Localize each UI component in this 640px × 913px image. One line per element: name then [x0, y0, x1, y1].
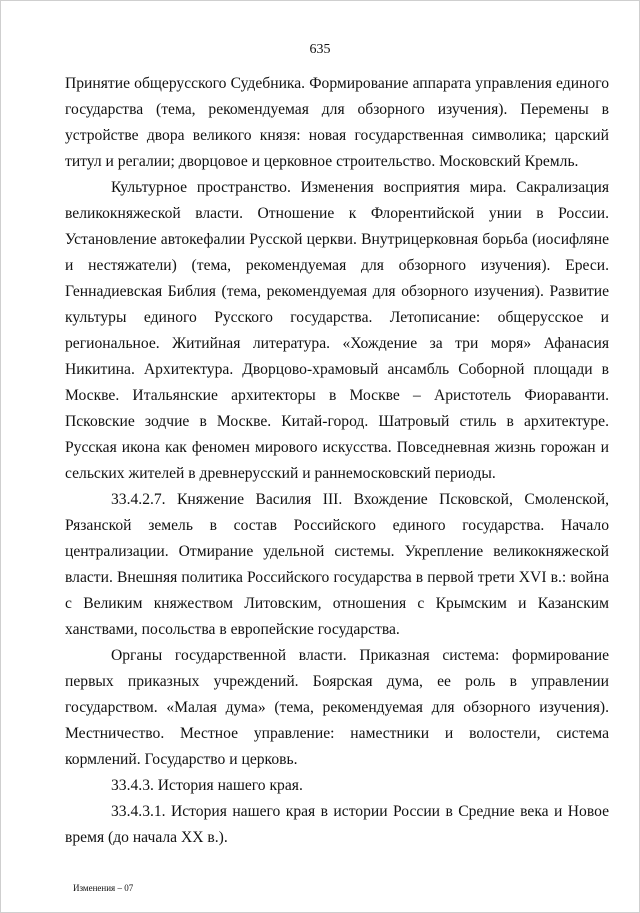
paragraph-sudebnik: Принятие общерусского Судебника. Формирование аппарата управления единого государства (тема, рекомендуемая для обзорного изучения). Перемены в устройстве двора великого князя: новая государственная символика; царский титул и регалии; дворцовое и церковное строительство. Московский Кремль.: [65, 75, 609, 170]
section-heading-local-history: 33.4.3. История нашего края.: [111, 777, 303, 794]
subsection-heading-local-history: 33.4.3.1. История нашего края в истории России в Средние века и Новое время (до начала XX в.).: [65, 803, 609, 846]
page-number: 635: [309, 42, 331, 57]
paragraph-state-organs: Органы государственной власти. Приказная система: формирование первых приказных учреждений. Боярская дума, ее роль в управлении государством. «Малая дума» (тема, рекомендуемая для обзорного изучения). Местничество. Местное управление: наместники и волостели, система кормлений. Государство и церковь.: [65, 647, 609, 768]
footer-note: Изменения – 07: [73, 883, 134, 893]
body-text: [65, 71, 609, 851]
paragraph-vasily-iii: 33.4.2.7. Княжение Василия III. Вхождение Псковской, Смоленской, Рязанской земель в состав Российского единого государства. Начало централизации. Отмирание удельной системы. Укрепление великокняжеской власти. Внешняя политика Российского государства в первой трети XVI в.: война с Великим княжеством Литовским, отношения с Крымским и Казанским ханствами, посольства в европейские государства.: [65, 491, 609, 638]
paragraph-culture: Культурное пространство. Изменения восприятия мира. Сакрализация великокняжеской власти. Отношение к Флорентийской унии в России. Установление автокефалии Русской церкви. Внутрицерковная борьба (иосифляне и нестяжатели) (тема, рекомендуемая для обзорного изучения). Ереси. Геннадиевская Библия (тема, рекомендуемая для обзорного изучения). Развитие культуры единого Русского государства. Летописание: общерусское и региональное. Житийная литература. «Хождение за три моря» Афанасия Никитина. Архитектура. Дворцово-храмовый ансамбль Соборной площади в Москве. Итальянские архитекторы в Москве – Аристотель Фиораванти. Псковские зодчие в Москве. Китай-город. Шатровый стиль в архитектуре. Русская икона как феномен мирового искусства. Повседневная жизнь горожан и сельских жителей в древнерусский и раннемосковский периоды.: [65, 179, 609, 482]
